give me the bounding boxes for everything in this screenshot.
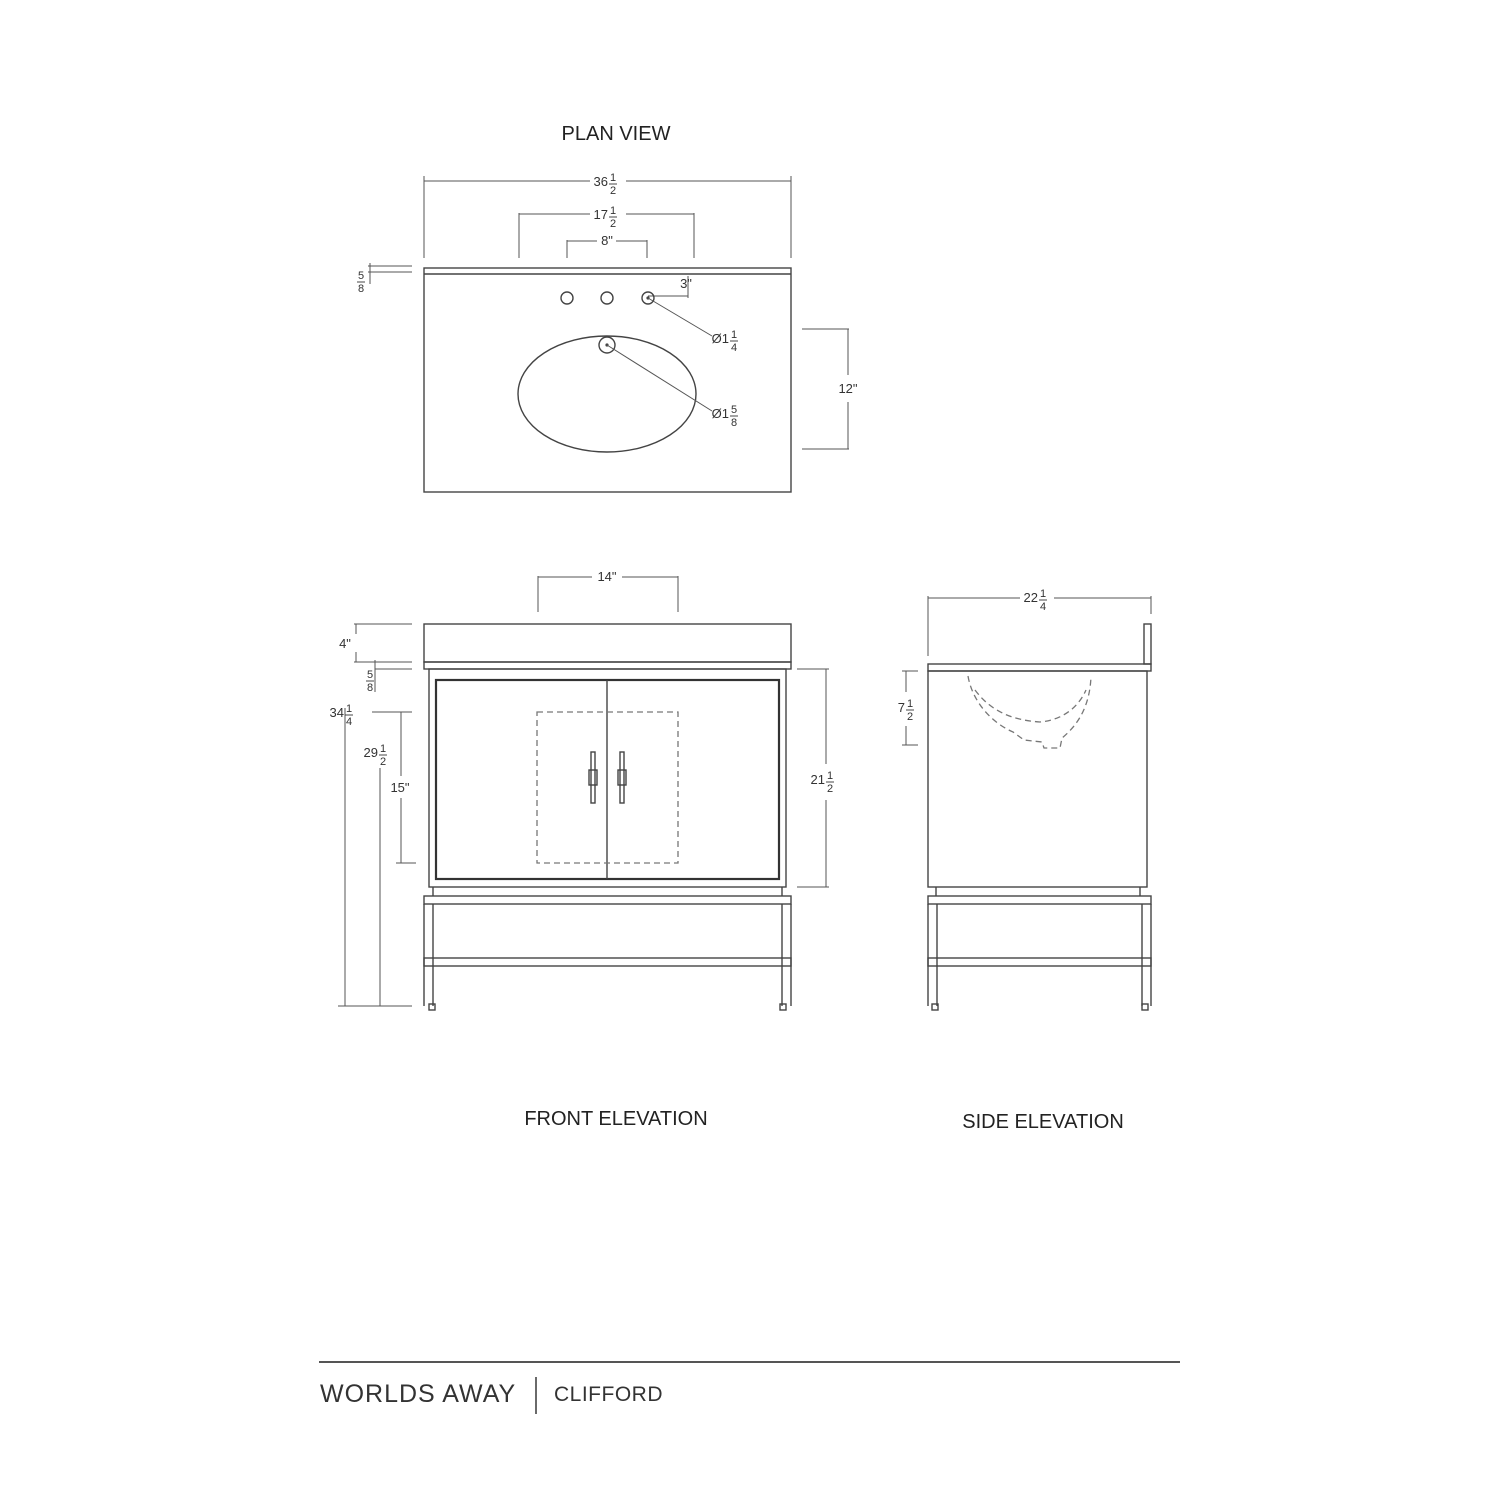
- dim-basin-depth: [802, 329, 858, 449]
- side-sink-bowl: [968, 676, 1091, 748]
- dim-cabinet-height: [364, 712, 412, 1006]
- door-height-label: [811, 770, 834, 795]
- dim-denominator: 8: [730, 417, 738, 429]
- dim-numerator: 1: [345, 703, 353, 715]
- dim-denominator: 2: [826, 783, 834, 795]
- dim-denominator: 4: [730, 342, 738, 354]
- faucet-hole-center: [601, 292, 613, 304]
- dim-denominator: 2: [906, 711, 914, 723]
- dim-top-thickness-plan: [357, 263, 412, 295]
- front-base-frame: [424, 887, 791, 1010]
- overall-depth-label: [1024, 588, 1047, 613]
- countertop-outline: [424, 268, 791, 492]
- dim-interior-height: [390, 712, 416, 863]
- dim-numerator: 5: [366, 669, 374, 681]
- dim-denominator: 2: [609, 218, 617, 230]
- side-elevation: [898, 588, 1151, 1133]
- dim-numerator: 1: [379, 743, 387, 755]
- title-block: [319, 1362, 1180, 1414]
- dim-numerator: 5: [357, 270, 365, 282]
- dim-whole-part: 29: [363, 745, 378, 760]
- front-elevation-title: FRONT ELEVATION: [524, 1108, 708, 1130]
- model-name: CLIFFORD: [554, 1383, 663, 1406]
- interior-height-label: 15": [390, 780, 410, 795]
- dim-denominator: 8: [366, 682, 374, 694]
- dim-whole-part: 22: [1023, 590, 1038, 605]
- door-handle-right: [618, 752, 626, 803]
- dim-numerator: 1: [906, 698, 914, 710]
- side-sink-inner: [975, 690, 1086, 722]
- dim-numerator: 1: [1039, 588, 1047, 600]
- dim-edge-offset: [648, 276, 692, 298]
- faucet-hole-left: [561, 292, 573, 304]
- dim-denominator: 2: [379, 756, 387, 768]
- brand-name: WORLDS AWAY: [320, 1380, 517, 1408]
- dim-basin-height: [339, 624, 412, 662]
- side-backsplash: [1144, 624, 1151, 664]
- dim-whole-part: 34: [329, 705, 344, 720]
- dim-basin-width: [538, 569, 678, 612]
- dim-sink-depth: [898, 671, 918, 745]
- dim-whole-part: Ø1: [711, 406, 729, 421]
- edge-offset-label: 3": [680, 276, 692, 291]
- side-elevation-title: SIDE ELEVATION: [962, 1111, 1124, 1133]
- front-elevation: [330, 569, 834, 1130]
- overall-height-label: [330, 703, 353, 728]
- dim-whole-part: 7: [897, 700, 905, 715]
- cabinet-height-label: [364, 743, 387, 768]
- dim-denominator: 4: [345, 716, 353, 728]
- center-holes-label: 8": [601, 233, 613, 248]
- front-countertop: [424, 662, 791, 669]
- faucet-spread-label: [594, 205, 617, 230]
- top-thickness-front-label: [366, 669, 374, 694]
- overall-width-label: [594, 172, 617, 197]
- dim-top-thickness-front: [366, 660, 412, 694]
- basin-width-label: 14": [597, 569, 617, 584]
- dim-whole-part: Ø1: [711, 331, 729, 346]
- plan-view: [357, 123, 858, 492]
- dim-faucet-spread: [519, 205, 694, 258]
- dim-denominator: 4: [1039, 601, 1047, 613]
- top-thickness-label: [357, 270, 365, 295]
- dim-denominator: 2: [609, 185, 617, 197]
- dim-center-holes: [567, 233, 647, 258]
- basin-top-block: [424, 624, 791, 662]
- side-cabinet: [928, 671, 1147, 887]
- sink-depth-label: [898, 698, 914, 723]
- dim-overall-depth: [928, 588, 1151, 656]
- drain-dia-label: [712, 404, 738, 429]
- dim-numerator: 1: [609, 205, 617, 217]
- dim-numerator: 1: [826, 770, 834, 782]
- plan-view-title: PLAN VIEW: [561, 123, 671, 145]
- dim-whole-part: 17: [593, 207, 608, 222]
- door-handle-left: [589, 752, 597, 803]
- dim-numerator: 1: [609, 172, 617, 184]
- side-base-frame: [928, 887, 1151, 1010]
- side-countertop: [928, 664, 1151, 671]
- faucet-hole-dia-label: [712, 329, 738, 354]
- dim-whole-part: 36: [593, 174, 608, 189]
- basin-depth-label: 12": [838, 381, 858, 396]
- dim-numerator: 5: [730, 404, 738, 416]
- basin-height-label: 4": [339, 636, 351, 651]
- drain-leader: [607, 345, 712, 411]
- dim-whole-part: 21: [810, 772, 825, 787]
- faucet-hole-leader: [648, 298, 712, 336]
- dim-numerator: 1: [730, 329, 738, 341]
- dim-door-height: [797, 669, 834, 887]
- dim-denominator: 8: [357, 283, 365, 295]
